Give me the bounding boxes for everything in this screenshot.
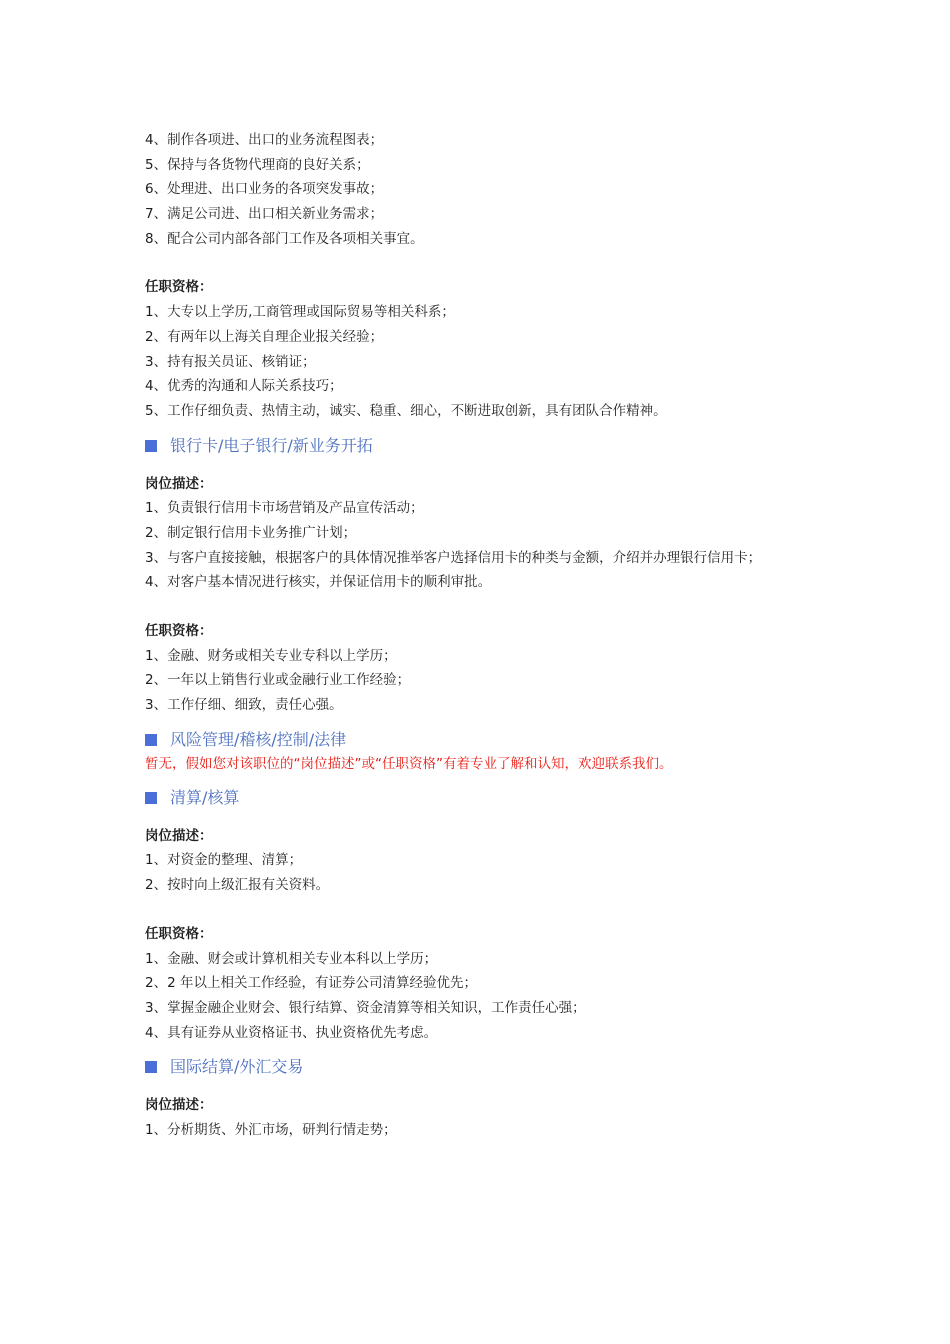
list-item: 2、2 年以上相关工作经验，有证券公司清算经验优先；: [145, 975, 477, 992]
square-bullet-icon: [145, 440, 157, 452]
section-title: 国际结算/外汇交易: [170, 1057, 304, 1077]
list-item: 3、工作仔细、细致，责任心强。: [145, 697, 343, 714]
list-item: 7、满足公司进、出口相关新业务需求；: [145, 206, 384, 223]
list-item: 3、持有报关员证、核销证；: [145, 353, 316, 370]
description-label: 岗位描述：: [145, 827, 213, 844]
section-heading: [145, 728, 825, 752]
qualification-label: 任职资格：: [145, 279, 213, 296]
list-item: 4、制作各项进、出口的业务流程图表；: [145, 132, 384, 148]
list-item: 3、与客户直接接触，根据客户的具体情况推举客户选择信用卡的种类与金额，介绍并办理银行信用卡；: [145, 549, 762, 566]
list-item: 1、金融、财会或计算机相关专业本科以上学历；: [145, 950, 438, 967]
list-item: 2、制定银行信用卡业务推广计划；: [145, 524, 357, 541]
section-heading: [145, 434, 825, 458]
list-item: 5、工作仔细负责、热情主动，诚实、稳重、细心，不断进取创新，具有团队合作精神。: [145, 402, 667, 419]
list-item: 1、大专以上学历,工商管理或国际贸易等相关科系；: [145, 304, 455, 321]
list-item: 2、按时向上级汇报有关资料。: [145, 877, 330, 894]
list-item: 2、有两年以上海关自理企业报关经验；: [145, 328, 384, 345]
document-page: [145, 128, 825, 1143]
list-item: 4、优秀的沟通和人际关系技巧；: [145, 378, 343, 395]
section-title: 清算/核算: [170, 787, 240, 807]
description-label: 岗位描述：: [145, 1097, 213, 1114]
list-item: 2、一年以上销售行业或金融行业工作经验；: [145, 672, 411, 689]
list-item: 1、负责银行信用卡市场营销及产品宣传活动；: [145, 500, 424, 517]
list-item: 8、配合公司内部各部门工作及各项相关事宜。: [145, 230, 424, 247]
list-item: 4、对客户基本情况进行核实，并保证信用卡的顺利审批。: [145, 574, 492, 591]
list-item: 6、处理进、出口业务的各项突发事故；: [145, 181, 384, 198]
list-item: 3、掌握金融企业财会、银行结算、资金清算等相关知识，工作责任心强；: [145, 999, 586, 1016]
list-item: 4、具有证券从业资格证书、执业资格优先考虑。: [145, 1024, 438, 1041]
list-item: 1、金融、财务或相关专业专科以上学历；: [145, 647, 397, 664]
section-title: 风险管理/稽核/控制/法律: [170, 729, 347, 749]
section-title: 银行卡/电子银行/新业务开拓: [170, 435, 373, 455]
qualification-label: 任职资格：: [145, 925, 213, 942]
description-label: 岗位描述：: [145, 475, 213, 492]
list-item: 1、对资金的整理、清算；: [145, 852, 303, 869]
square-bullet-icon: [145, 792, 157, 804]
notice-text: 暂无，假如您对该职位的“岗位描述”或“任职资格”有着专业了解和认知，欢迎联系我们。: [145, 755, 673, 772]
section-heading: [145, 786, 825, 810]
square-bullet-icon: [145, 734, 157, 746]
list-item: 1、分析期货、外汇市场，研判行情走势；: [145, 1121, 397, 1138]
qualification-label: 任职资格：: [145, 623, 213, 639]
square-bullet-icon: [145, 1061, 157, 1073]
section-heading: [145, 1055, 825, 1079]
list-item: 5、保持与各货物代理商的良好关系；: [145, 156, 370, 173]
